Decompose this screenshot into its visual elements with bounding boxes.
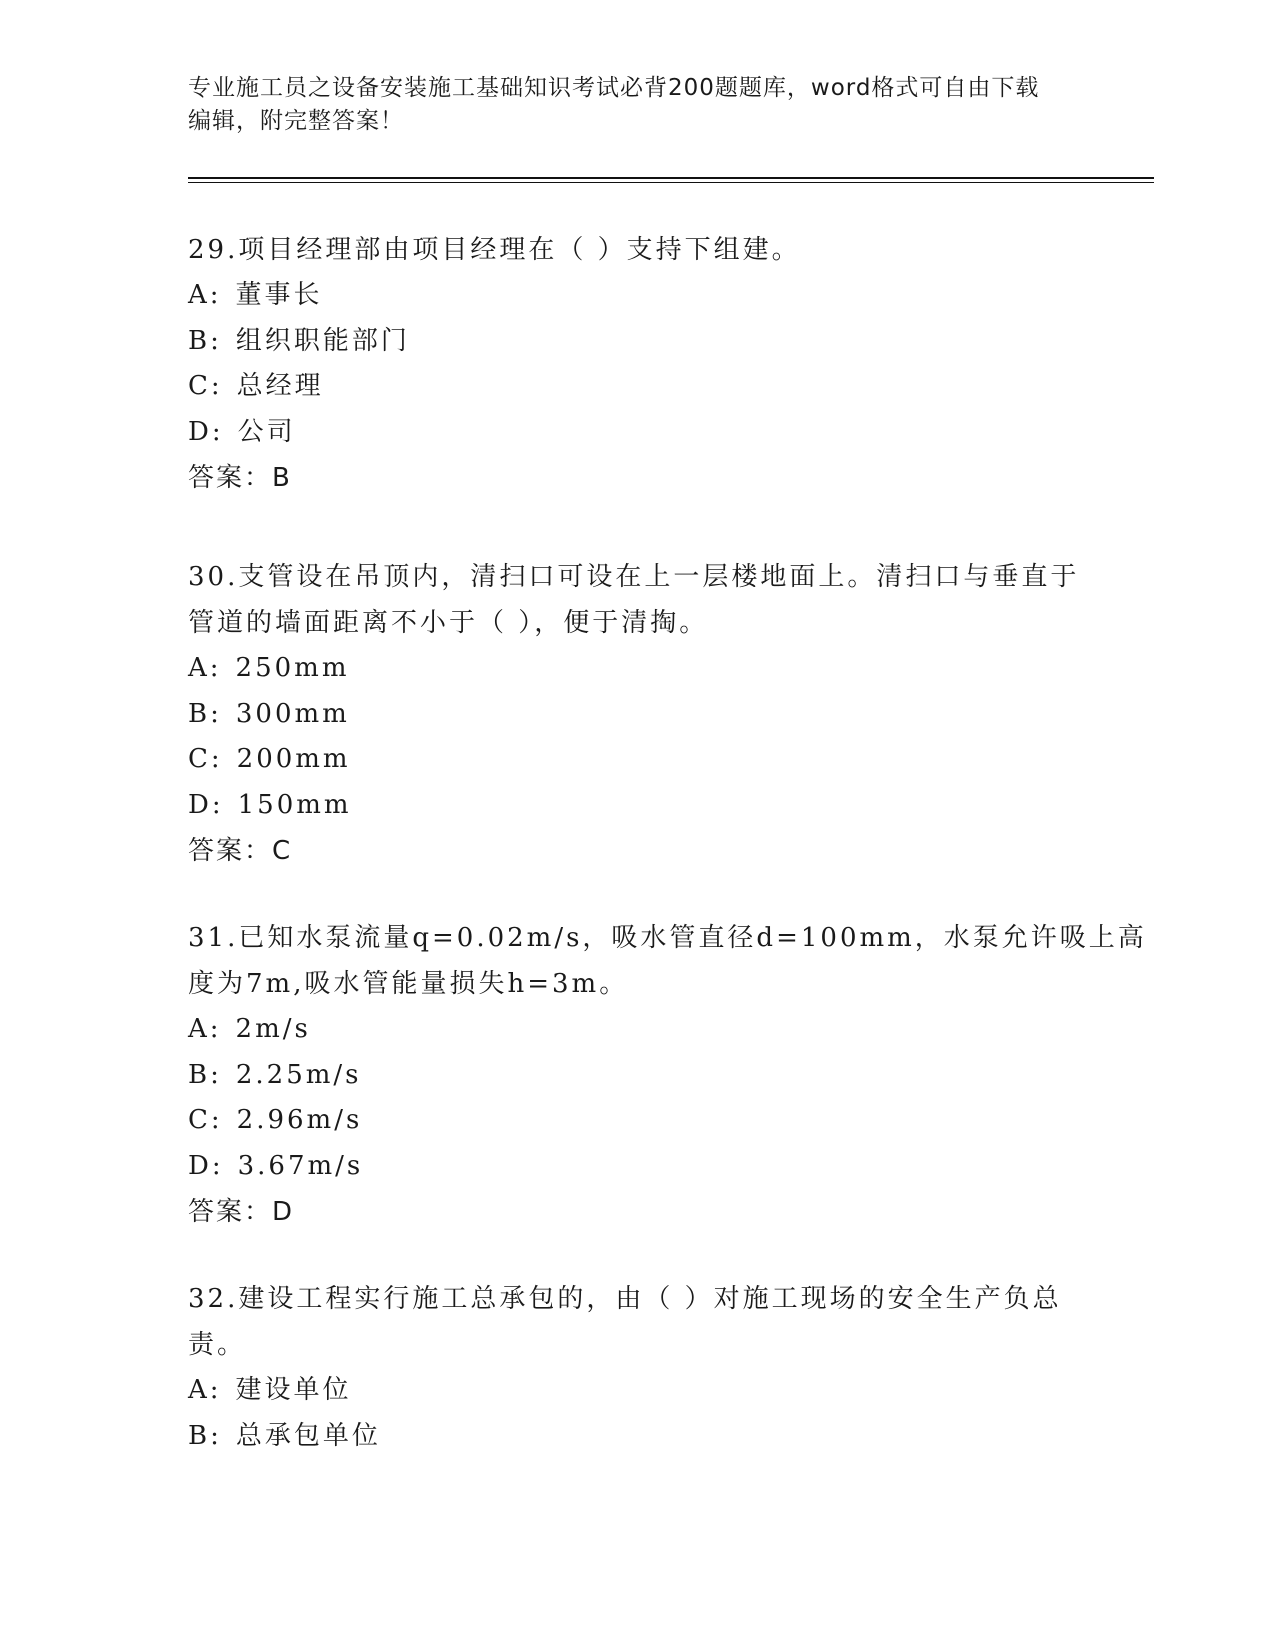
question-stem: 29.项目经理部由项目经理在（ ）支持下组建。 [188,235,801,265]
option-text: 董事长 [235,280,323,310]
header-title-line-2: 编辑，附完整答案！ [188,108,404,134]
option-text: 公司 [237,416,296,447]
option-text: 300mm [235,698,350,729]
option-c [188,737,1088,783]
option-key: A: [188,280,222,310]
option-d [188,783,1088,829]
question-29 [188,227,1088,501]
header-title-line-1: 专业施工员之设备安装施工基础知识考试必背200题题库，word格式可自由下载 [188,75,1040,101]
option-a [188,273,1088,319]
option-text: 建设单位 [235,1375,352,1405]
option-b [188,1053,1088,1099]
option-key: A: [188,1375,222,1405]
question-stem-line-2: 度为7m,吸水管能量损失h=3m。 [188,969,629,999]
option-b [188,692,1088,738]
option-d [188,1144,1088,1190]
option-key: C: [188,371,223,401]
option-text: 250mm [235,653,350,683]
question-31 [188,915,1147,1235]
option-b [188,319,1088,365]
answer-line: 答案：D [188,1197,295,1227]
option-key: B: [188,698,222,729]
question-stem-line-2: 责。 [188,1330,247,1360]
option-key: B: [188,1059,222,1090]
option-key: A: [188,1014,222,1044]
question-32 [188,1276,1088,1459]
answer-line: 答案：B [188,463,292,493]
option-text: 2m/s [235,1014,311,1044]
document-header [188,72,1088,138]
header-rule-thin [188,182,1154,183]
option-key: D: [188,416,224,447]
question-stem-line-1: 30.支管设在吊顶内，清扫口可设在上一层楼地面上。清扫口与垂直于 [188,562,1080,592]
option-a [188,1368,1088,1414]
option-key: B: [188,1420,222,1451]
header-rule-thick [188,177,1154,179]
option-key: B: [188,325,222,356]
option-text: 2.96m/s [236,1105,363,1135]
question-stem-line-1: 32.建设工程实行施工总承包的，由（ ）对施工现场的安全生产负总 [188,1284,1062,1314]
option-text: 总承包单位 [235,1420,381,1451]
option-a [188,1007,1088,1053]
option-key: A: [188,653,222,683]
option-text: 200mm [236,744,351,774]
option-key: D: [188,1150,224,1181]
option-text: 3.67m/s [237,1150,364,1181]
option-text: 组织职能部门 [235,325,410,356]
option-key: D: [188,789,224,820]
option-key: C: [188,1105,223,1135]
option-a [188,646,1088,692]
option-b [188,1414,1088,1460]
option-text: 2.25m/s [235,1059,362,1090]
question-30 [188,554,1088,874]
answer-line: 答案：C [188,836,293,866]
option-key: C: [188,744,223,774]
question-stem-line-2: 管道的墙面距离不小于（ ），便于清掏。 [188,608,709,638]
option-text: 总经理 [236,371,324,401]
option-c [188,364,1088,410]
option-c [188,1098,1088,1144]
option-text: 150mm [237,789,352,820]
question-stem-line-1: 31.已知水泵流量q=0.02m/s，吸水管直径d=100mm，水泵允许吸上高 [188,923,1147,953]
option-d [188,410,1088,456]
